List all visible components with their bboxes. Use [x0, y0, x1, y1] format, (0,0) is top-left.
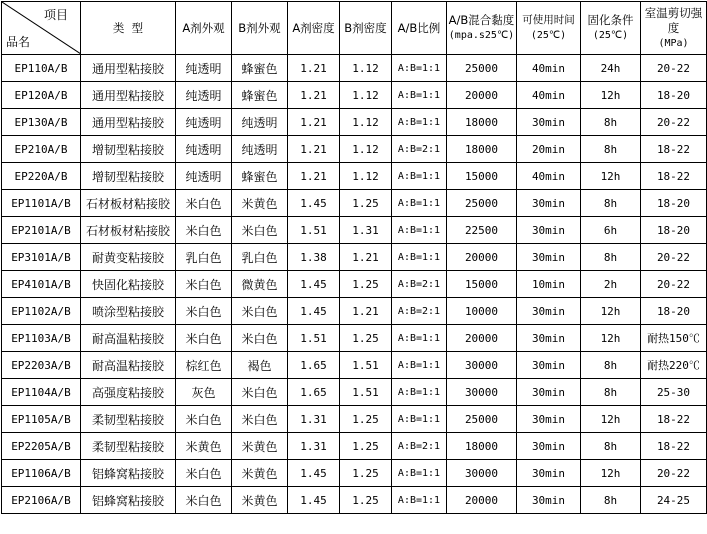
a-appearance-cell: 纯透明	[176, 55, 232, 82]
cure-cell: 12h	[581, 298, 641, 325]
b-density-cell: 1.12	[340, 109, 392, 136]
viscosity-cell: 22500	[447, 217, 517, 244]
type-cell: 增韧型粘接胶	[81, 136, 176, 163]
b-density-cell: 1.25	[340, 271, 392, 298]
shear-strength-cell: 20-22	[641, 55, 707, 82]
table-row	[2, 325, 707, 352]
ratio-cell: A:B=2:1	[392, 136, 447, 163]
a-appearance-cell: 棕红色	[176, 352, 232, 379]
pot-life-cell: 30min	[517, 352, 581, 379]
b-density-cell: 1.25	[340, 433, 392, 460]
shear-strength-cell: 20-22	[641, 109, 707, 136]
shear-strength-cell: 25-30	[641, 379, 707, 406]
shear-strength-cell: 20-22	[641, 271, 707, 298]
a-density-cell: 1.21	[288, 163, 340, 190]
pot-life-cell: 40min	[517, 82, 581, 109]
b-appearance-cell: 米黄色	[232, 190, 288, 217]
a-appearance-cell: 米白色	[176, 325, 232, 352]
pot-life-cell: 40min	[517, 163, 581, 190]
b-density-cell: 1.25	[340, 460, 392, 487]
viscosity-cell: 20000	[447, 82, 517, 109]
type-cell: 喷涂型粘接胶	[81, 298, 176, 325]
b-appearance-cell: 米黄色	[232, 487, 288, 514]
a-appearance-cell: 灰色	[176, 379, 232, 406]
table-row	[2, 271, 707, 298]
viscosity-cell: 25000	[447, 55, 517, 82]
pot-life-cell: 30min	[517, 244, 581, 271]
header-type-label: 类 型	[112, 20, 144, 35]
a-appearance-cell: 米白色	[176, 406, 232, 433]
viscosity-cell: 30000	[447, 352, 517, 379]
cure-cell: 12h	[581, 406, 641, 433]
type-cell: 耐高温粘接胶	[81, 352, 176, 379]
ratio-cell: A:B=2:1	[392, 433, 447, 460]
cure-cell: 12h	[581, 460, 641, 487]
a-appearance-cell: 纯透明	[176, 163, 232, 190]
pot-life-cell: 10min	[517, 271, 581, 298]
cure-cell: 8h	[581, 379, 641, 406]
shear-strength-cell: 18-20	[641, 190, 707, 217]
table-row	[2, 217, 707, 244]
b-density-cell: 1.21	[340, 244, 392, 271]
b-appearance-cell: 米白色	[232, 298, 288, 325]
type-cell: 铝蜂窝粘接胶	[81, 460, 176, 487]
product-name-cell: EP210A/B	[2, 136, 81, 163]
product-name-cell: EP1101A/B	[2, 190, 81, 217]
ratio-cell: A:B=1:1	[392, 82, 447, 109]
header-shear-line1: 室温剪切强度	[644, 5, 703, 35]
cure-cell: 8h	[581, 487, 641, 514]
b-density-cell: 1.21	[340, 298, 392, 325]
type-cell: 耐高温粘接胶	[81, 325, 176, 352]
header-viscosity	[447, 2, 517, 55]
shear-strength-cell: 耐热150℃	[641, 325, 707, 352]
viscosity-cell: 20000	[447, 244, 517, 271]
table-row	[2, 433, 707, 460]
header-row	[2, 2, 707, 55]
pot-life-cell: 30min	[517, 190, 581, 217]
viscosity-cell: 15000	[447, 163, 517, 190]
ratio-cell: A:B=1:1	[392, 217, 447, 244]
shear-strength-cell: 20-22	[641, 244, 707, 271]
header-type	[81, 2, 176, 55]
b-density-cell: 1.31	[340, 217, 392, 244]
viscosity-cell: 15000	[447, 271, 517, 298]
header-shear-line2: (MPa)	[658, 37, 689, 49]
type-cell: 耐黄变粘接胶	[81, 244, 176, 271]
header-viscosity-line1: A/B混合黏度	[448, 13, 515, 27]
viscosity-cell: 18000	[447, 433, 517, 460]
viscosity-cell: 25000	[447, 406, 517, 433]
type-cell: 高强度粘接胶	[81, 379, 176, 406]
a-appearance-cell: 纯透明	[176, 136, 232, 163]
shear-strength-cell: 18-22	[641, 136, 707, 163]
shear-strength-cell: 18-22	[641, 433, 707, 460]
pot-life-cell: 30min	[517, 406, 581, 433]
ratio-cell: A:B=1:1	[392, 325, 447, 352]
type-cell: 增韧型粘接胶	[81, 163, 176, 190]
cure-cell: 8h	[581, 433, 641, 460]
cure-cell: 8h	[581, 136, 641, 163]
type-cell: 柔韧型粘接胶	[81, 406, 176, 433]
a-density-cell: 1.31	[288, 406, 340, 433]
corner-header-cell	[2, 2, 81, 55]
ratio-cell: A:B=2:1	[392, 298, 447, 325]
b-appearance-cell: 微黄色	[232, 271, 288, 298]
a-appearance-cell: 米白色	[176, 487, 232, 514]
header-a-appearance: A剂外观	[176, 2, 232, 55]
ratio-cell: A:B=1:1	[392, 379, 447, 406]
cure-cell: 8h	[581, 109, 641, 136]
cure-cell: 12h	[581, 163, 641, 190]
pot-life-cell: 40min	[517, 55, 581, 82]
product-name-cell: EP2203A/B	[2, 352, 81, 379]
type-cell: 铝蜂窝粘接胶	[81, 487, 176, 514]
a-density-cell: 1.21	[288, 109, 340, 136]
b-appearance-cell: 米黄色	[232, 460, 288, 487]
cure-cell: 6h	[581, 217, 641, 244]
shear-strength-cell: 18-20	[641, 298, 707, 325]
ratio-cell: A:B=1:1	[392, 406, 447, 433]
type-cell: 石材板材粘接胶	[81, 190, 176, 217]
type-cell: 通用型粘接胶	[81, 55, 176, 82]
table-row	[2, 163, 707, 190]
pot-life-cell: 30min	[517, 460, 581, 487]
a-density-cell: 1.51	[288, 217, 340, 244]
viscosity-cell: 30000	[447, 460, 517, 487]
ratio-cell: A:B=1:1	[392, 352, 447, 379]
header-cure	[581, 2, 641, 55]
product-name-cell: EP1105A/B	[2, 406, 81, 433]
table-row	[2, 298, 707, 325]
viscosity-cell: 10000	[447, 298, 517, 325]
viscosity-cell: 20000	[447, 487, 517, 514]
pot-life-cell: 30min	[517, 379, 581, 406]
ratio-cell: A:B=1:1	[392, 190, 447, 217]
pot-life-cell: 30min	[517, 487, 581, 514]
b-density-cell: 1.25	[340, 406, 392, 433]
product-name-cell: EP120A/B	[2, 82, 81, 109]
shear-strength-cell: 耐热220℃	[641, 352, 707, 379]
type-cell: 快固化粘接胶	[81, 271, 176, 298]
shear-strength-cell: 18-20	[641, 82, 707, 109]
a-density-cell: 1.51	[288, 325, 340, 352]
shear-strength-cell: 20-22	[641, 460, 707, 487]
pot-life-cell: 20min	[517, 136, 581, 163]
cure-cell: 8h	[581, 244, 641, 271]
product-name-cell: EP2101A/B	[2, 217, 81, 244]
type-cell: 柔韧型粘接胶	[81, 433, 176, 460]
a-density-cell: 1.38	[288, 244, 340, 271]
ratio-cell: A:B=1:1	[392, 163, 447, 190]
b-density-cell: 1.12	[340, 55, 392, 82]
pot-life-cell: 30min	[517, 325, 581, 352]
viscosity-cell: 20000	[447, 325, 517, 352]
table-row	[2, 487, 707, 514]
table-row	[2, 244, 707, 271]
header-b-density: B剂密度	[340, 2, 392, 55]
product-name-cell: EP1106A/B	[2, 460, 81, 487]
b-appearance-cell: 米白色	[232, 217, 288, 244]
product-name-cell: EP2106A/B	[2, 487, 81, 514]
b-appearance-cell: 米白色	[232, 406, 288, 433]
a-density-cell: 1.45	[288, 460, 340, 487]
pot-life-cell: 30min	[517, 217, 581, 244]
pot-life-cell: 30min	[517, 109, 581, 136]
table-row	[2, 352, 707, 379]
a-appearance-cell: 米白色	[176, 298, 232, 325]
pot-life-cell: 30min	[517, 298, 581, 325]
a-appearance-cell: 乳白色	[176, 244, 232, 271]
b-density-cell: 1.12	[340, 163, 392, 190]
a-appearance-cell: 米白色	[176, 190, 232, 217]
shear-strength-cell: 24-25	[641, 487, 707, 514]
a-density-cell: 1.65	[288, 352, 340, 379]
product-name-cell: EP130A/B	[2, 109, 81, 136]
b-appearance-cell: 米白色	[232, 325, 288, 352]
table-row	[2, 190, 707, 217]
header-pot-life	[517, 2, 581, 55]
b-appearance-cell: 米白色	[232, 379, 288, 406]
header-ratio: A/B比例	[392, 2, 447, 55]
product-name-cell: EP110A/B	[2, 55, 81, 82]
type-cell: 通用型粘接胶	[81, 82, 176, 109]
header-b-appearance: B剂外观	[232, 2, 288, 55]
header-cure-line1: 固化条件	[587, 13, 634, 27]
corner-label-item: 项目	[43, 8, 68, 22]
a-appearance-cell: 米白色	[176, 271, 232, 298]
cure-cell: 12h	[581, 82, 641, 109]
a-appearance-cell: 纯透明	[176, 109, 232, 136]
table-row	[2, 406, 707, 433]
a-density-cell: 1.45	[288, 271, 340, 298]
ratio-cell: A:B=2:1	[392, 271, 447, 298]
product-name-cell: EP1103A/B	[2, 325, 81, 352]
ratio-cell: A:B=1:1	[392, 460, 447, 487]
type-cell: 通用型粘接胶	[81, 109, 176, 136]
a-density-cell: 1.65	[288, 379, 340, 406]
table-row	[2, 379, 707, 406]
b-density-cell: 1.12	[340, 136, 392, 163]
b-density-cell: 1.51	[340, 379, 392, 406]
b-appearance-cell: 米黄色	[232, 433, 288, 460]
b-density-cell: 1.25	[340, 190, 392, 217]
shear-strength-cell: 18-22	[641, 163, 707, 190]
a-appearance-cell: 纯透明	[176, 82, 232, 109]
ratio-cell: A:B=1:1	[392, 487, 447, 514]
product-name-cell: EP2205A/B	[2, 433, 81, 460]
header-a-density: A剂密度	[288, 2, 340, 55]
header-viscosity-line2: (mpa.s25℃)	[448, 30, 515, 41]
b-density-cell: 1.51	[340, 352, 392, 379]
table-row	[2, 460, 707, 487]
shear-strength-cell: 18-20	[641, 217, 707, 244]
type-cell: 石材板材粘接胶	[81, 217, 176, 244]
table-row	[2, 136, 707, 163]
b-appearance-cell: 乳白色	[232, 244, 288, 271]
b-appearance-cell: 蜂蜜色	[232, 82, 288, 109]
shear-strength-cell: 18-22	[641, 406, 707, 433]
table-row	[2, 55, 707, 82]
pot-life-cell: 30min	[517, 433, 581, 460]
b-appearance-cell: 纯透明	[232, 136, 288, 163]
b-appearance-cell: 褐色	[232, 352, 288, 379]
cure-cell: 24h	[581, 55, 641, 82]
b-density-cell: 1.25	[340, 487, 392, 514]
product-name-cell: EP3101A/B	[2, 244, 81, 271]
product-name-cell: EP1104A/B	[2, 379, 81, 406]
header-pot-life-line2: (25℃)	[530, 30, 567, 41]
ratio-cell: A:B=1:1	[392, 55, 447, 82]
product-name-cell: EP220A/B	[2, 163, 81, 190]
table-row	[2, 82, 707, 109]
a-density-cell: 1.31	[288, 433, 340, 460]
spec-table-wrapper	[1, 1, 707, 514]
ratio-cell: A:B=1:1	[392, 244, 447, 271]
a-appearance-cell: 米白色	[176, 217, 232, 244]
viscosity-cell: 30000	[447, 379, 517, 406]
a-density-cell: 1.45	[288, 298, 340, 325]
cure-cell: 2h	[581, 271, 641, 298]
a-density-cell: 1.21	[288, 136, 340, 163]
a-density-cell: 1.45	[288, 487, 340, 514]
a-appearance-cell: 米白色	[176, 460, 232, 487]
viscosity-cell: 18000	[447, 109, 517, 136]
corner-label-product-name: 品名	[6, 35, 31, 49]
header-shear	[641, 2, 707, 55]
adhesive-spec-table	[1, 1, 707, 514]
cure-cell: 8h	[581, 190, 641, 217]
header-pot-life-line1: 可使用时间	[522, 14, 575, 26]
a-density-cell: 1.45	[288, 190, 340, 217]
b-appearance-cell: 蜂蜜色	[232, 163, 288, 190]
table-row	[2, 109, 707, 136]
b-density-cell: 1.12	[340, 82, 392, 109]
product-name-cell: EP4101A/B	[2, 271, 81, 298]
b-appearance-cell: 纯透明	[232, 109, 288, 136]
ratio-cell: A:B=1:1	[392, 109, 447, 136]
viscosity-cell: 18000	[447, 136, 517, 163]
a-appearance-cell: 米黄色	[176, 433, 232, 460]
viscosity-cell: 25000	[447, 190, 517, 217]
product-name-cell: EP1102A/B	[2, 298, 81, 325]
cure-cell: 8h	[581, 352, 641, 379]
a-density-cell: 1.21	[288, 55, 340, 82]
b-density-cell: 1.25	[340, 325, 392, 352]
b-appearance-cell: 蜂蜜色	[232, 55, 288, 82]
a-density-cell: 1.21	[288, 82, 340, 109]
header-cure-line2: (25℃)	[592, 30, 629, 41]
cure-cell: 12h	[581, 325, 641, 352]
